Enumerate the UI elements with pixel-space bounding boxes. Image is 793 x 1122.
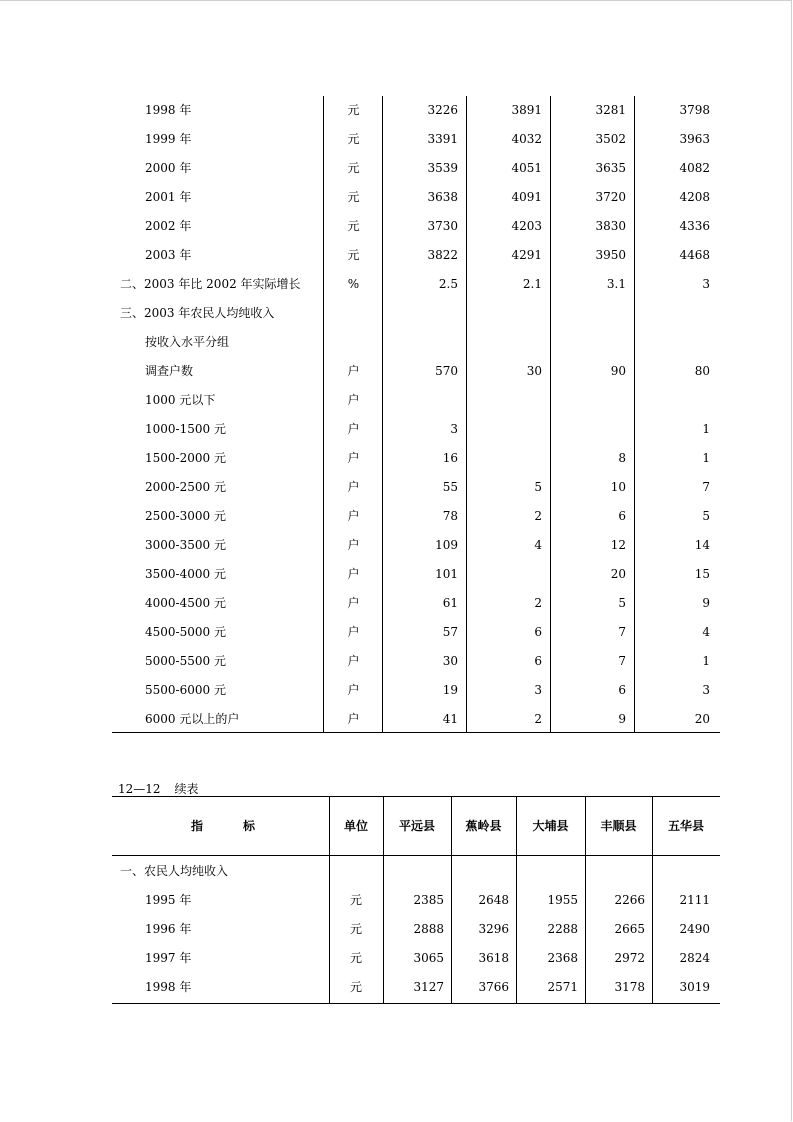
table-row [112,154,720,183]
table-row [112,415,720,444]
value-cell: 3.1 [606,277,626,291]
table-row [112,125,720,154]
value-cell: 2 [534,596,542,610]
row-label: 6000 元以上的户 [145,712,240,726]
row-unit [324,328,383,357]
row-label: 1996 年 [145,922,192,936]
value-cell: 4 [534,538,542,552]
value-cell: 80 [694,364,710,378]
value-cell: 3618 [478,951,509,965]
value-cell: 3635 [595,161,626,175]
value-cell: 90 [610,364,626,378]
table-row [112,444,720,473]
value-cell: 3178 [614,980,645,994]
value-cell: 5 [618,596,626,610]
table-row [112,589,720,618]
value-cell: 2.5 [438,277,458,291]
value-cell: 4051 [511,161,542,175]
value-cell: 2288 [547,922,578,936]
value-cell: 4091 [511,190,542,204]
table-row [112,531,720,560]
value-cell: 570 [435,364,458,378]
value-cell: 3502 [595,132,626,146]
table-row [112,386,720,415]
row-unit: 户 [347,538,360,552]
table-number: 12—12 [118,782,161,796]
value-cell: 1 [702,451,710,465]
row-label: 2000 年 [145,161,192,175]
value-cell: 1955 [547,893,578,907]
income-table-continued [112,96,720,733]
value-cell: 101 [435,567,458,581]
row-unit: 元 [347,161,360,175]
value-cell: 4203 [511,219,542,233]
value-cell: 2571 [547,980,578,994]
row-label: 2003 年 [145,248,192,262]
row-unit: 户 [347,393,360,407]
value-cell: 55 [442,480,458,494]
value-cell: 3830 [595,219,626,233]
header-county-wuhua: 五华县 [667,819,704,833]
header-county-jiaoling: 蕉岭县 [465,819,502,833]
value-cell: 3963 [679,132,710,146]
value-cell: 3391 [427,132,458,146]
value-cell: 3 [450,422,458,436]
row-unit: 户 [347,451,360,465]
table-row [112,502,720,531]
value-cell: 2368 [547,951,578,965]
value-cell: 3 [702,683,710,697]
value-cell: 2 [534,712,542,726]
row-label: 4500-5000 元 [145,625,226,639]
row-unit: 户 [347,364,360,378]
row-unit: 户 [347,509,360,523]
row-label: 3500-4000 元 [145,567,226,581]
value-cell: 4291 [511,248,542,262]
row-label: 2001 年 [145,190,192,204]
value-cell: 4468 [679,248,710,262]
value-cell: 3822 [427,248,458,262]
value-cell: 20 [694,712,710,726]
row-unit: 户 [347,596,360,610]
row-unit: 元 [349,922,362,936]
value-cell: 3127 [413,980,444,994]
table-row [112,857,720,886]
value-cell: 4082 [679,161,710,175]
value-cell: 2824 [679,951,710,965]
value-cell: 30 [442,654,458,668]
value-cell: 7 [618,654,626,668]
row-unit: 户 [347,683,360,697]
row-label: 一、农民人均纯收入 [120,864,229,878]
value-cell: 2266 [614,893,645,907]
value-cell: 3891 [511,103,542,117]
value-cell: 78 [442,509,458,523]
row-label: 1000-1500 元 [145,422,226,436]
value-cell: 7 [702,480,710,494]
header-rule [112,855,720,856]
row-unit: 户 [347,654,360,668]
value-cell: 3720 [595,190,626,204]
row-label: 1998 年 [145,980,192,994]
value-cell: 3798 [679,103,710,117]
row-label: 5500-6000 元 [145,683,226,697]
value-cell: 30 [526,364,542,378]
header-indicator-2: 标 [242,819,255,833]
table-row [112,973,720,1002]
value-cell: 6 [534,625,542,639]
value-cell: 3766 [478,980,509,994]
value-cell: 12 [610,538,626,552]
value-cell: 19 [442,683,458,697]
value-cell: 3226 [427,103,458,117]
table-row [112,886,720,915]
value-cell: 2888 [413,922,444,936]
header-county-dabu: 大埔县 [532,819,569,833]
row-label: 三、2003 年农民人均纯收入 [120,306,275,320]
value-cell: 61 [442,596,458,610]
value-cell: 2 [534,509,542,523]
table-row [112,96,720,125]
table-row [112,212,720,241]
value-cell: 4336 [679,219,710,233]
header-indicator-1: 指 [190,819,203,833]
row-unit: 元 [347,132,360,146]
table-row [112,299,720,328]
row-label: 1500-2000 元 [145,451,226,465]
row-unit: 户 [347,625,360,639]
value-cell: 3730 [427,219,458,233]
value-cell: 6 [618,683,626,697]
row-label: 1995 年 [145,893,192,907]
value-cell: 2111 [679,893,710,907]
table-row [112,560,720,589]
row-unit: 元 [347,190,360,204]
table-row [112,705,720,734]
row-unit: % [347,277,360,291]
row-unit: 元 [349,980,362,994]
row-label: 2002 年 [145,219,192,233]
value-cell: 2.1 [522,277,542,291]
row-unit [329,857,383,886]
row-unit: 元 [349,951,362,965]
table-row [112,241,720,270]
row-unit: 户 [347,422,360,436]
table-row [112,183,720,212]
table-row [112,676,720,705]
row-label: 1000 元以下 [145,393,216,407]
value-cell: 2490 [679,922,710,936]
value-cell: 3065 [413,951,444,965]
header-county-fengshun: 丰顺县 [600,819,637,833]
row-unit: 户 [347,712,360,726]
value-cell: 41 [442,712,458,726]
row-label: 1998 年 [145,103,192,117]
value-cell: 3 [534,683,542,697]
value-cell: 3019 [679,980,710,994]
value-cell: 14 [694,538,710,552]
row-label: 5000-5500 元 [145,654,226,668]
row-label: 3000-3500 元 [145,538,226,552]
value-cell: 3 [702,277,710,291]
value-cell: 8 [618,451,626,465]
value-cell: 9 [618,712,626,726]
row-unit: 元 [349,893,362,907]
value-cell: 2385 [413,893,444,907]
table-row [112,270,720,299]
value-cell: 2972 [614,951,645,965]
row-unit [324,299,383,328]
value-cell: 4208 [679,190,710,204]
row-label: 2000-2500 元 [145,480,226,494]
table-row [112,944,720,973]
row-unit: 户 [347,480,360,494]
table-row [112,328,720,357]
value-cell: 16 [442,451,458,465]
table-caption [118,780,213,797]
value-cell: 10 [610,480,626,494]
table-row [112,915,720,944]
value-cell: 3638 [427,190,458,204]
table-caption-text: 续表 [174,782,199,796]
value-cell: 5 [534,480,542,494]
table-row [112,618,720,647]
table-row [112,647,720,676]
value-cell: 109 [435,538,458,552]
value-cell: 20 [610,567,626,581]
value-cell: 7 [618,625,626,639]
row-label: 2500-3000 元 [145,509,226,523]
value-cell: 1 [702,654,710,668]
row-unit: 户 [347,567,360,581]
row-label: 按收入水平分组 [145,335,230,349]
value-cell: 2665 [614,922,645,936]
value-cell: 3539 [427,161,458,175]
value-cell: 4 [702,625,710,639]
table-row [112,473,720,502]
value-cell: 4032 [511,132,542,146]
header-unit: 单位 [343,819,368,833]
row-unit: 元 [347,103,360,117]
value-cell: 3296 [478,922,509,936]
value-cell: 3281 [595,103,626,117]
value-cell: 1 [702,422,710,436]
table-row [112,357,720,386]
value-cell: 3950 [595,248,626,262]
value-cell: 9 [702,596,710,610]
value-cell: 57 [442,625,458,639]
row-label: 二、2003 年比 2002 年实际增长 [120,277,301,291]
row-unit: 元 [347,219,360,233]
header-county-pingyuan: 平远县 [398,819,435,833]
value-cell: 6 [618,509,626,523]
value-cell: 15 [694,567,710,581]
row-label: 1997 年 [145,951,192,965]
row-label: 4000-4500 元 [145,596,226,610]
value-cell: 6 [534,654,542,668]
value-cell: 2648 [478,893,509,907]
row-unit: 元 [347,248,360,262]
row-label: 调查户数 [145,364,194,378]
value-cell: 5 [702,509,710,523]
row-label: 1999 年 [145,132,192,146]
county-income-table [112,796,720,1004]
